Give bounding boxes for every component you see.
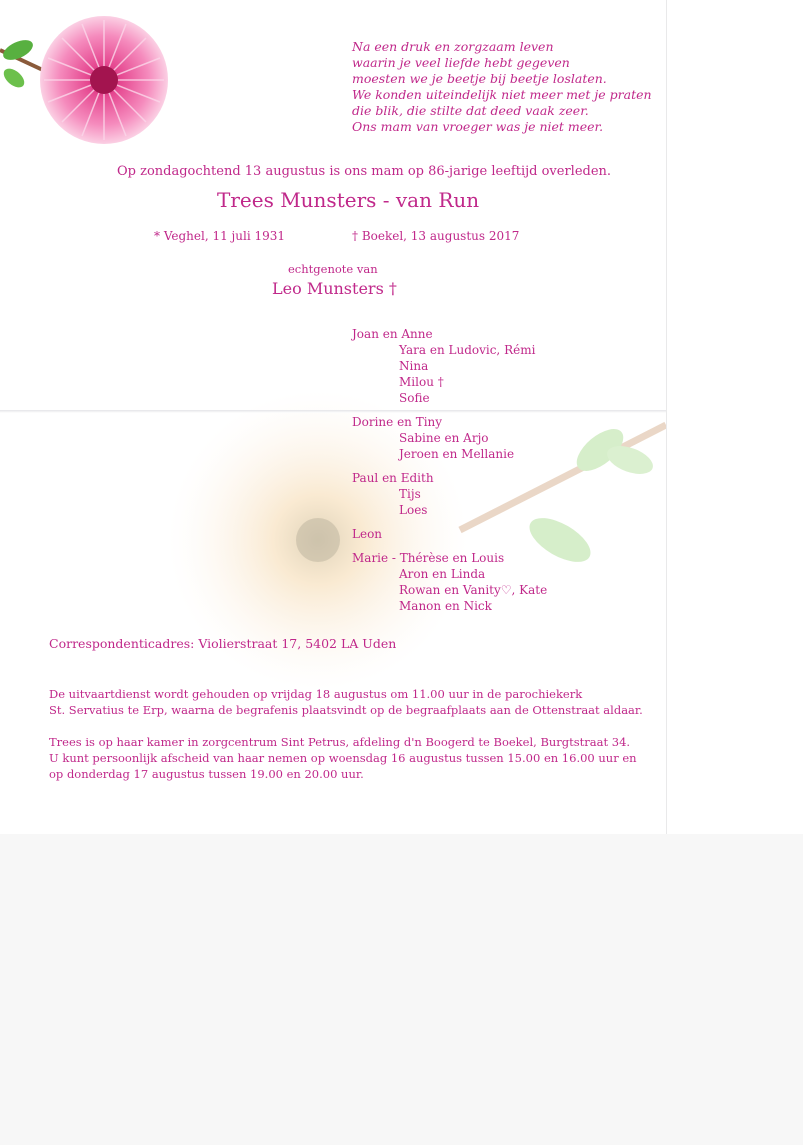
family-grandchild: Manon en Nick xyxy=(399,599,492,613)
family-parents: Leon xyxy=(352,527,383,541)
visitation-info xyxy=(49,734,637,782)
spouse-name: Leo Munsters † xyxy=(272,279,397,298)
family-parents: Joan en Anne xyxy=(352,327,433,341)
pink-gerbera-icon xyxy=(40,16,168,144)
poem-line: die blik, die stilte dat deed vaak zeer. xyxy=(352,103,589,118)
birth-info: * Veghel, 11 juli 1931 xyxy=(154,229,286,243)
family-group xyxy=(352,470,547,518)
family-list xyxy=(352,326,547,622)
family-group xyxy=(352,526,547,542)
poem-line: Na een druk en zorgzaam leven xyxy=(352,39,554,54)
visit-line: Trees is op haar kamer in zorgcentrum Sint Petrus, afdeling d'n Boogerd te Boekel, Burgtstraat 34. xyxy=(49,735,631,749)
funeral-service-info xyxy=(49,686,643,718)
family-grandchild: Aron en Linda xyxy=(399,567,486,581)
family-grandchild: Sabine en Arjo xyxy=(399,431,489,445)
family-group xyxy=(352,414,547,462)
family-grandchild: Rowan en Vanity♡, Kate xyxy=(399,583,548,597)
poem-line: moesten we je beetje bij beetje loslaten. xyxy=(352,71,607,86)
family-grandchild: Sofie xyxy=(399,391,430,405)
poem-line: We konden uiteindelijk niet meer met je praten xyxy=(352,87,652,102)
family-grandchild: Yara en Ludovic, Rémi xyxy=(399,343,536,357)
family-parents: Dorine en Tiny xyxy=(352,415,443,429)
death-info: † Boekel, 13 augustus 2017 xyxy=(352,229,520,243)
death-announcement: Op zondagochtend 13 augustus is ons mam op 86-jarige leeftijd overleden. xyxy=(117,164,612,179)
poem xyxy=(352,39,652,135)
scan-background xyxy=(0,834,803,1145)
fold-line xyxy=(0,410,666,413)
family-grandchild: Jeroen en Mellanie xyxy=(399,447,515,461)
family-grandchild: Tijs xyxy=(399,487,421,501)
family-grandchild: Milou † xyxy=(399,375,444,389)
service-line: De uitvaartdienst wordt gehouden op vrijdag 18 augustus om 11.00 uur in de parochiekerk xyxy=(49,687,583,701)
family-grandchild: Loes xyxy=(399,503,428,517)
deceased-name: Trees Munsters - van Run xyxy=(217,188,480,212)
visit-line: U kunt persoonlijk afscheid van haar nemen op woensdag 16 augustus tussen 15.00 en 16.00 uur en xyxy=(49,751,637,765)
family-group xyxy=(352,326,547,406)
spouse-intro: echtgenote van xyxy=(288,262,378,276)
family-group xyxy=(352,550,547,614)
family-grandchild: Nina xyxy=(399,359,429,373)
service-line: St. Servatius te Erp, waarna de begrafenis plaatsvindt op de begraafplaats aan de Ottenstraat aldaar. xyxy=(49,703,643,717)
poem-line: waarin je veel liefde hebt gegeven xyxy=(352,55,570,70)
family-parents: Marie - Thérèse en Louis xyxy=(352,551,505,565)
family-parents: Paul en Edith xyxy=(352,471,434,485)
poem-line: Ons mam van vroeger was je niet meer. xyxy=(352,119,604,134)
correspondence-address: Correspondenticadres: Violierstraat 17, 5402 LA Uden xyxy=(49,636,397,651)
visit-line: op donderdag 17 augustus tussen 19.00 en 20.00 uur. xyxy=(49,767,364,781)
